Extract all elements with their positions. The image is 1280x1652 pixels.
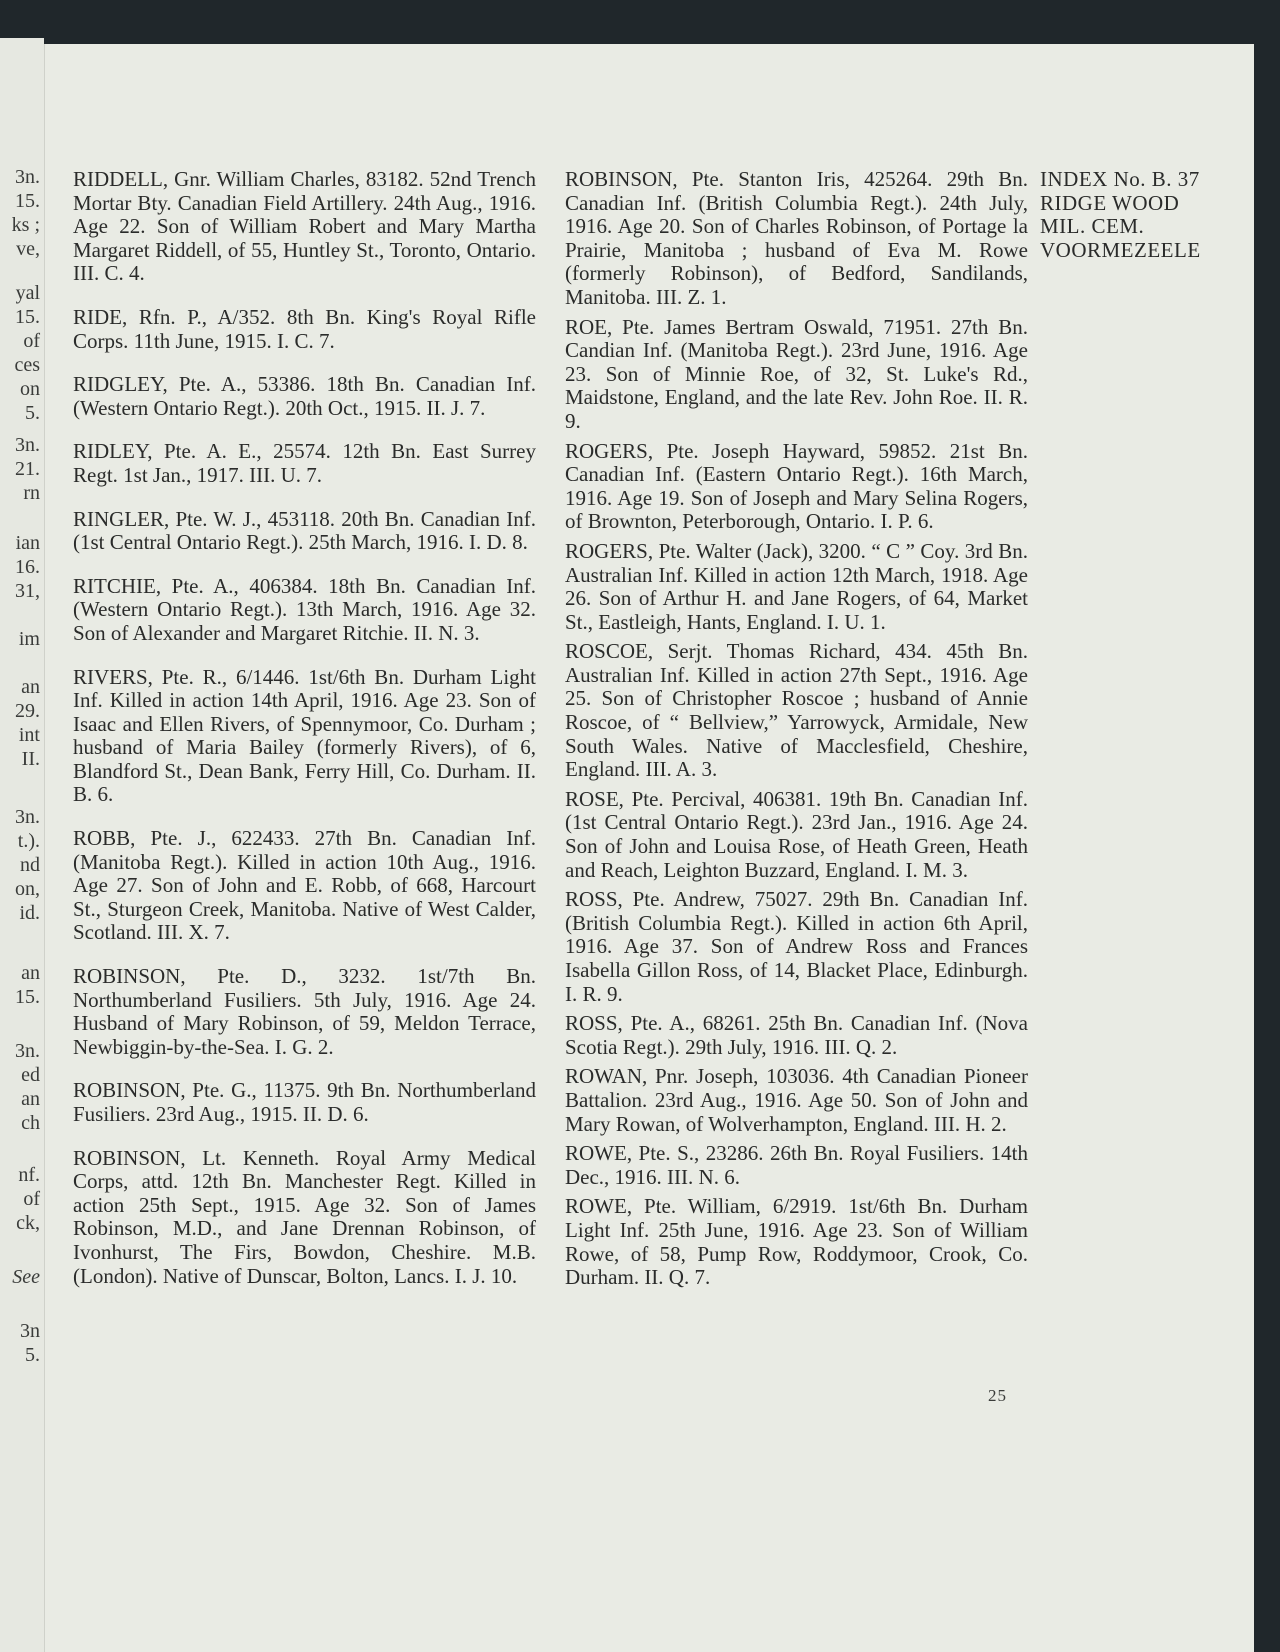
casualty-entry: RIVERS, Pte. R., 6/1446. 1st/6th Bn. Durham Light Inf. Killed in action 14th April, 1916. Age 23. Son of Isaac and Ellen Rivers, of Spennymoor, Co. Durham ; husband of Maria Bailey (formerly Rivers), of 6, Blandford St., Dean Bank, Ferry Hill, Co. Durham. II. B. 6.: [73, 664, 536, 807]
prev-page-fragment: 3n: [20, 1320, 40, 1342]
casualty-entry: ROGERS, Pte. Walter (Jack), 3200. “ C ” Coy. 3rd Bn. Australian Inf. Killed in action 12th March, 1918. Age 26. Son of Arthur H. and Jane Rogers, of 64, Market St., Eastleigh, Hants, England. I. U. 1.: [565, 538, 1028, 634]
casualty-entry: ROGERS, Pte. Joseph Hayward, 59852. 21st Bn. Canadian Inf. (Eastern Ontario Regt.). 16th March, 1916. Age 19. Son of Joseph and Mary Selina Rogers, of Brownton, Peterborough, Ontario. I. P. 6.: [565, 438, 1028, 534]
cemetery-location: VOORMEZEELE: [1040, 237, 1201, 262]
prev-page-fragment: 3n.: [15, 166, 40, 188]
prev-page-fragment: 3n.: [15, 1040, 40, 1062]
page-number: 25: [988, 1386, 1007, 1405]
casualty-entry: RINGLER, Pte. W. J., 453118. 20th Bn. Canadian Inf. (1st Central Ontario Regt.). 25th March, 1916. I. D. 8.: [73, 506, 536, 555]
prev-page-fragment: 5.: [25, 402, 40, 424]
prev-page-fragment: ch: [21, 1112, 40, 1134]
prev-page-fragment: 31,: [15, 580, 40, 602]
left-column: [73, 168, 536, 1308]
prev-page-fragment: on: [20, 378, 40, 400]
prev-page-fragment: 21.: [15, 458, 40, 480]
prev-page-fragment: an: [21, 1088, 40, 1110]
casualty-entry: RIDE, Rfn. P., A/352. 8th Bn. King's Royal Rifle Corps. 11th June, 1915. I. C. 7.: [73, 304, 536, 353]
prev-page-fragment: 16.: [15, 556, 40, 578]
casualty-entry: ROSS, Pte. A., 68261. 25th Bn. Canadian Inf. (Nova Scotia Regt.). 29th July, 1916. III. Q. 2.: [565, 1011, 1028, 1059]
prev-page-fragment: rn: [23, 482, 40, 504]
casualty-entry: ROBINSON, Lt. Kenneth. Royal Army Medical Corps, attd. 12th Bn. Manchester Regt. Killed in action 25th Sept., 1915. Age 32. Son of James Robinson, M.D., and Jane Drennan Robinson, of Ivonhurst, The Firs, Bowdon, Cheshire. M.B. (London). Native of Dunscar, Bolton, Lancs. I. J. 10.: [73, 1145, 536, 1288]
middle-column: [565, 168, 1028, 1296]
prev-page-fragment: 15.: [15, 190, 40, 212]
prev-page-fragment: an: [21, 676, 40, 698]
casualty-entry: ROSCOE, Serjt. Thomas Richard, 434. 45th Bn. Australian Inf. Killed in action 27th Sept., 1916. Age 25. Son of Christopher Roscoe ; husband of Annie Roscoe, of “ Bellview,” Yarrowyck, Armidale, New South Wales. Native of Macclesfield, Cheshire, England. III. A. 3.: [565, 639, 1028, 782]
prev-page-fragment: yal: [15, 282, 40, 304]
index-number: INDEX No. B. 37: [1040, 167, 1200, 191]
prev-page-fragment: ces: [14, 354, 40, 376]
casualty-entry: ROBB, Pte. J., 622433. 27th Bn. Canadian Inf. (Manitoba Regt.). Killed in action 10th Aug., 1916. Age 27. Son of John and E. Robb, of 668, Harcourt St., Sturgeon Creek, Manitoba. Native of West Calder, Scotland. III. X. 7.: [73, 826, 536, 945]
casualty-entry: RITCHIE, Pte. A., 406384. 18th Bn. Canadian Inf. (Western Ontario Regt.). 13th March, 1916. Age 32. Son of Alexander and Margaret Ritchie. II. N. 3.: [73, 573, 536, 645]
prev-page-fragment: im: [18, 628, 40, 650]
prev-page-fragment: 15.: [15, 986, 40, 1008]
prev-page-fragment: nd: [20, 854, 40, 876]
prev-page-fragment: ian: [15, 532, 40, 554]
prev-page-fragment: nf.: [18, 1164, 40, 1186]
casualty-entry: ROE, Pte. James Bertram Oswald, 71951. 27th Bn. Candian Inf. (Manitoba Regt.). 23rd June, 1916. Age 23. Son of Minnie Roe, of 32, St. Luke's Rd., Maidstone, England, and the late Rev. John Roe. II. R. 9.: [565, 314, 1028, 433]
casualty-entry: ROSS, Pte. Andrew, 75027. 29th Bn. Canadian Inf. (British Columbia Regt.). Killed in action 6th April, 1916. Age 37. Son of Andrew Ross and Frances Isabella Gillon Ross, of 14, Blacket Place, Edinburgh. I. R. 9.: [565, 887, 1028, 1006]
prev-page-fragment: 3n.: [15, 434, 40, 456]
prev-page-fragment: ve,: [16, 238, 40, 260]
previous-page-edge: [0, 38, 44, 1652]
prev-page-fragment: an: [21, 962, 40, 984]
casualty-entry: RIDGLEY, Pte. A., 53386. 18th Bn. Canadian Inf. (Western Ontario Regt.). 20th Oct., 1915. II. J. 7.: [73, 372, 536, 420]
cemetery-index-header: [1040, 168, 1250, 262]
prev-page-fragment: of: [23, 1188, 40, 1210]
cemetery-name: RIDGE WOOD: [1040, 190, 1180, 215]
casualty-entry: ROWE, Pte. William, 6/2919. 1st/6th Bn. Durham Light Inf. 25th June, 1916. Age 23. Son of William Rowe, of 58, Pump Row, Roddymoor, Crook, Co. Durham. II. Q. 7.: [565, 1194, 1028, 1290]
prev-page-fragment: on,: [15, 878, 40, 900]
casualty-entry: ROWE, Pte. S., 23286. 26th Bn. Royal Fusiliers. 14th Dec., 1916. III. N. 6.: [565, 1141, 1028, 1189]
casualty-entry: ROWAN, Pnr. Joseph, 103036. 4th Canadian Pioneer Battalion. 23rd Aug., 1916. Age 50. Son of John and Mary Rowan, of Wolverhampton, England. III. H. 2.: [565, 1064, 1028, 1136]
casualty-entry: ROBINSON, Pte. D., 3232. 1st/7th Bn. Northumberland Fusiliers. 5th July, 1916. Age 24. Husband of Mary Robinson, of 59, Meldon Terrace, Newbiggin-by-the-Sea. I. G. 2.: [73, 964, 536, 1059]
prev-page-fragment: 29.: [15, 700, 40, 722]
casualty-entry: RIDDELL, Gnr. William Charles, 83182. 52nd Trench Mortar Bty. Canadian Field Artillery. 24th Aug., 1916. Age 22. Son of William Robert and Mary Martha Margaret Riddell, of 55, Huntley St., Toronto, Ontario. III. C. 4.: [73, 167, 536, 286]
prev-page-fragment: See: [12, 1266, 40, 1288]
casualty-entry: ROSE, Pte. Percival, 406381. 19th Bn. Canadian Inf. (1st Central Ontario Regt.). 23rd Jan., 1916. Age 24. Son of John and Louisa Rose, of Heath Green, Heath and Reach, Leighton Buzzard, England. I. M. 3.: [565, 786, 1028, 882]
prev-page-fragment: int: [18, 724, 40, 746]
prev-page-fragment: 5.: [25, 1344, 40, 1366]
prev-page-fragment: id.: [19, 902, 40, 924]
casualty-entry: ROBINSON, Pte. Stanton Iris, 425264. 29th Bn. Canadian Inf. (British Columbia Regt.). 24th July, 1916. Age 20. Son of Charles Robinson, of Portage la Prairie, Manitoba ; husband of Eva M. Rowe (formerly Robinson), of Bedford, Sandilands, Manitoba. III. Z. 1.: [565, 167, 1028, 309]
prev-page-fragment: of: [23, 330, 40, 352]
prev-page-fragment: ks ;: [11, 214, 40, 236]
prev-page-fragment: ck,: [16, 1212, 40, 1234]
prev-page-fragment: 15.: [15, 306, 40, 328]
casualty-entry: ROBINSON, Pte. G., 11375. 9th Bn. Northumberland Fusiliers. 23rd Aug., 1915. II. D. 6.: [73, 1078, 536, 1126]
prev-page-fragment: 3n.: [15, 806, 40, 828]
prev-page-fragment: t.).: [17, 830, 40, 852]
register-page: [44, 44, 1254, 1652]
cemetery-type: MIL. CEM.: [1040, 214, 1145, 239]
prev-page-fragment: ed: [21, 1064, 40, 1086]
casualty-entry: RIDLEY, Pte. A. E., 25574. 12th Bn. East Surrey Regt. 1st Jan., 1917. III. U. 7.: [73, 439, 536, 487]
prev-page-fragment: II.: [21, 748, 40, 770]
